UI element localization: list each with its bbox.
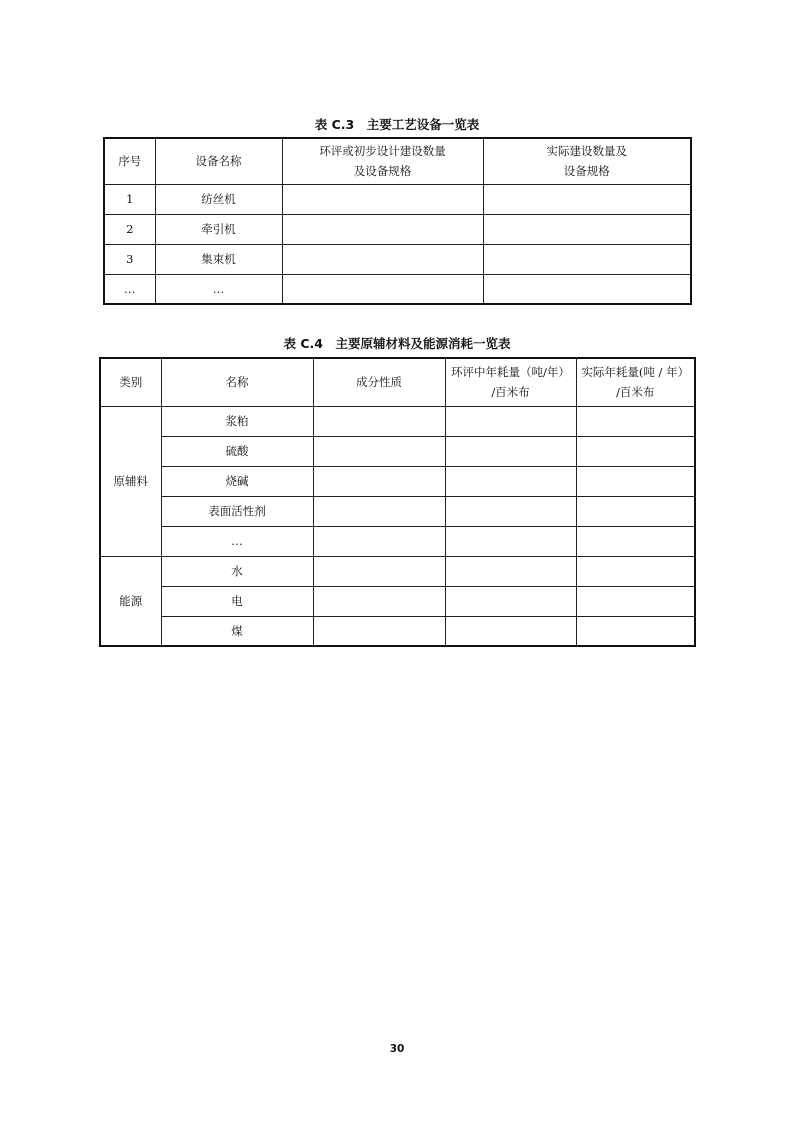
table-row bbox=[104, 274, 691, 304]
header-composition: 成分性质 bbox=[313, 358, 445, 406]
table-row bbox=[100, 496, 695, 526]
material-name: 表面活性剂 bbox=[161, 496, 313, 526]
material-name: 烧碱 bbox=[161, 466, 313, 496]
row-serial-number: 3 bbox=[104, 244, 155, 274]
header-planned-consumption-line2: /百米布 bbox=[491, 385, 530, 400]
header-planned-quantity-line1: 环评或初步设计建设数量 bbox=[319, 144, 446, 159]
actual-consumption-cell bbox=[576, 406, 695, 436]
row-planned-cell bbox=[282, 244, 483, 274]
table-c4 bbox=[99, 357, 696, 647]
planned-consumption-cell bbox=[445, 616, 576, 646]
row-equipment-name: 牵引机 bbox=[155, 214, 282, 244]
actual-consumption-cell bbox=[576, 586, 695, 616]
header-equipment-name: 设备名称 bbox=[155, 138, 282, 184]
table-row bbox=[100, 526, 695, 556]
row-equipment-name: … bbox=[155, 274, 282, 304]
table-row bbox=[100, 466, 695, 496]
row-serial-number: … bbox=[104, 274, 155, 304]
row-equipment-name: 集束机 bbox=[155, 244, 282, 274]
table-row bbox=[104, 244, 691, 274]
table-c4-caption: 表 C.4 主要原辅材料及能源消耗一览表 bbox=[283, 336, 511, 351]
table-row bbox=[100, 616, 695, 646]
header-planned-consumption bbox=[445, 358, 576, 406]
material-name: 硫酸 bbox=[161, 436, 313, 466]
table-row bbox=[100, 586, 695, 616]
table-c3-caption: 表 C.3 主要工艺设备一览表 bbox=[314, 117, 480, 132]
header-serial-number: 序号 bbox=[104, 138, 155, 184]
header-actual-quantity-line1: 实际建设数量及 bbox=[546, 144, 627, 159]
header-actual-consumption bbox=[576, 358, 695, 406]
table-row bbox=[104, 214, 691, 244]
header-planned-consumption-line1: 环评中年耗量（吨/年） bbox=[451, 365, 570, 380]
composition-cell bbox=[313, 436, 445, 466]
row-actual-cell bbox=[483, 274, 691, 304]
planned-consumption-cell bbox=[445, 436, 576, 466]
actual-consumption-cell bbox=[576, 466, 695, 496]
page-number: 30 bbox=[389, 1043, 405, 1055]
composition-cell bbox=[313, 616, 445, 646]
row-planned-cell bbox=[282, 214, 483, 244]
actual-consumption-cell bbox=[576, 496, 695, 526]
table-c4-header-row bbox=[100, 358, 695, 406]
row-planned-cell bbox=[282, 184, 483, 214]
header-actual-quantity bbox=[483, 138, 691, 184]
composition-cell bbox=[313, 406, 445, 436]
planned-consumption-cell bbox=[445, 406, 576, 436]
actual-consumption-cell bbox=[576, 616, 695, 646]
actual-consumption-cell bbox=[576, 436, 695, 466]
table-c3 bbox=[103, 137, 692, 305]
table-row bbox=[100, 406, 695, 436]
planned-consumption-cell bbox=[445, 526, 576, 556]
actual-consumption-cell bbox=[576, 526, 695, 556]
row-actual-cell bbox=[483, 184, 691, 214]
row-serial-number: 2 bbox=[104, 214, 155, 244]
planned-consumption-cell bbox=[445, 496, 576, 526]
header-planned-quantity bbox=[282, 138, 483, 184]
composition-cell bbox=[313, 586, 445, 616]
category-raw-materials: 原辅料 bbox=[100, 406, 161, 556]
material-name: 电 bbox=[161, 586, 313, 616]
table-row bbox=[104, 184, 691, 214]
table-row bbox=[100, 436, 695, 466]
header-material-name: 名称 bbox=[161, 358, 313, 406]
table-c3-header-row bbox=[104, 138, 691, 184]
material-name: 水 bbox=[161, 556, 313, 586]
header-actual-consumption-line1: 实际年耗量(吨 / 年） bbox=[581, 365, 690, 380]
planned-consumption-cell bbox=[445, 556, 576, 586]
composition-cell bbox=[313, 556, 445, 586]
material-name: … bbox=[161, 526, 313, 556]
row-actual-cell bbox=[483, 214, 691, 244]
planned-consumption-cell bbox=[445, 586, 576, 616]
header-actual-quantity-line2: 设备规格 bbox=[563, 164, 610, 179]
row-actual-cell bbox=[483, 244, 691, 274]
composition-cell bbox=[313, 526, 445, 556]
header-actual-consumption-line2: /百米布 bbox=[616, 385, 655, 400]
header-planned-quantity-line2: 及设备规格 bbox=[353, 164, 412, 179]
row-planned-cell bbox=[282, 274, 483, 304]
row-equipment-name: 纺丝机 bbox=[155, 184, 282, 214]
category-energy: 能源 bbox=[100, 556, 161, 646]
header-category: 类别 bbox=[100, 358, 161, 406]
table-row bbox=[100, 556, 695, 586]
row-serial-number: 1 bbox=[104, 184, 155, 214]
material-name: 煤 bbox=[161, 616, 313, 646]
planned-consumption-cell bbox=[445, 466, 576, 496]
composition-cell bbox=[313, 496, 445, 526]
material-name: 浆粕 bbox=[161, 406, 313, 436]
actual-consumption-cell bbox=[576, 556, 695, 586]
composition-cell bbox=[313, 466, 445, 496]
